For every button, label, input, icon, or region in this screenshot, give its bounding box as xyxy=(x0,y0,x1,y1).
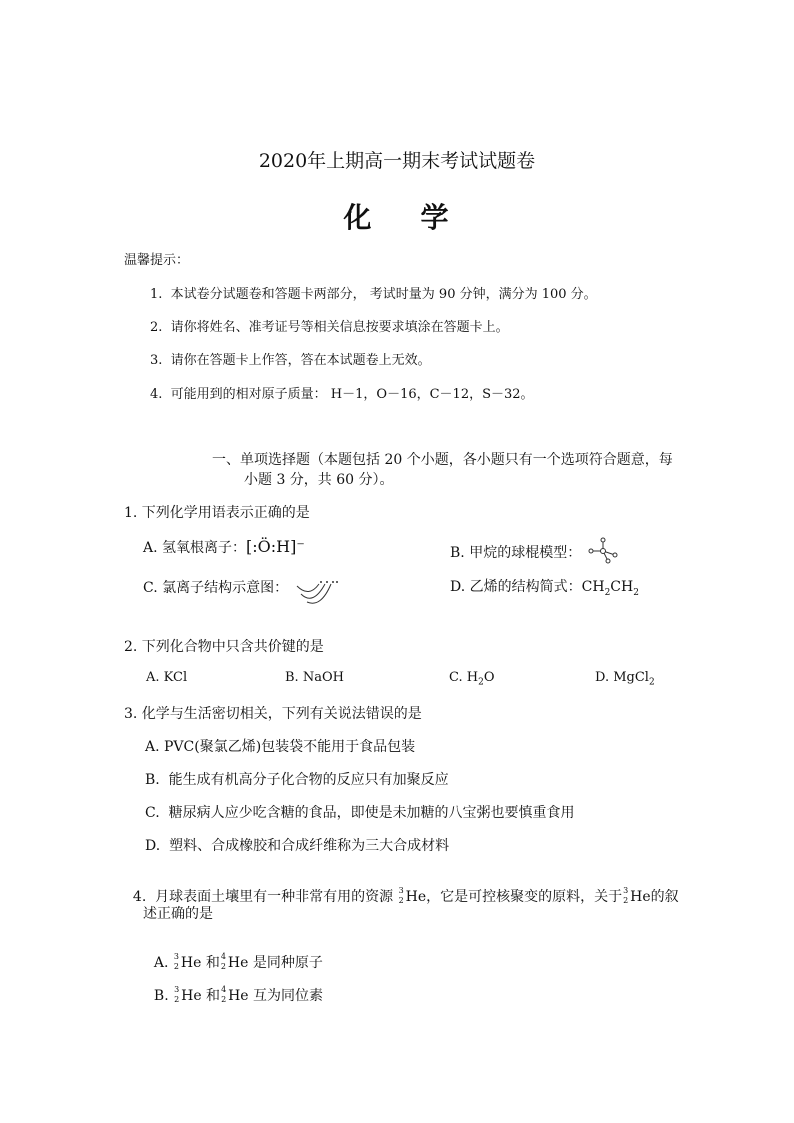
section-heading: 一、单项选择题（本题包括 20 个小题，各小题只有一个选项符合题意，每 xyxy=(212,452,673,468)
tip-item: 4. 可能用到的相对原子质量： H－1，O－16，C－12，S－32。 xyxy=(150,387,534,402)
q4-option-a: A. 3 2 He 和 4 2 He 是同种原子 xyxy=(153,952,323,971)
methane-ball-stick-icon xyxy=(586,537,620,565)
q2-option-c: C. $H_2O$ xyxy=(449,670,495,688)
q4-option-b: B. 3 2 He 和 4 2 He 互为同位素 xyxy=(153,985,324,1004)
tip-item: 3. 请你在答题卡上作答，答在本试题卷上无效。 xyxy=(150,353,431,368)
option-label: A. 氢氧根离子： xyxy=(143,540,247,556)
q1-option-d xyxy=(450,576,639,596)
isotope-he3: 3 2 xyxy=(174,985,180,1004)
question-stem: 1. 下列化学用语表示正确的是 xyxy=(124,505,310,521)
isotope-he4: 4 2 xyxy=(221,985,227,1004)
tip-item: 2. 请你将姓名、准考证号等相关信息按要求填涂在答题卡上。 xyxy=(150,320,509,335)
question-stem: 3. 化学与生活密切相关，下列有关说法错误的是 xyxy=(124,706,422,722)
ethylene-formula: $CH_2CH_2$ xyxy=(581,579,639,598)
q1-option-b xyxy=(450,537,620,565)
subject-title: 化 学 xyxy=(343,201,451,234)
q1-option-a xyxy=(143,537,305,557)
isotope-he3: 3 2 xyxy=(398,886,404,905)
q3-option-d: D. 塑料、合成橡胶和合成纤维称为三大合成材料 xyxy=(145,838,450,854)
question-stem: 2. 下列化合物中只含共价键的是 xyxy=(124,639,324,655)
q1-option-c xyxy=(143,576,339,606)
question-stem: 4. 月球表面土壤里有一种非常有用的资源 3 2 He，它是可控核聚变的原料，关于 3 2 He的叙 xyxy=(132,886,679,905)
isotope-he4: 4 2 xyxy=(220,952,226,971)
hydroxide-formula: [:Ö:H]⁻ xyxy=(246,537,305,556)
option-label: B. 甲烷的球棍模型： xyxy=(450,545,582,561)
q2-option-b: B. NaOH xyxy=(285,670,344,685)
q3-option-c: C. 糖尿病人应少吃含糖的食品，即使是未加糖的八宝粥也要慎重食用 xyxy=(145,805,575,821)
isotope-he3: 3 2 xyxy=(623,886,629,905)
chloride-ion-structure-icon xyxy=(293,576,339,606)
section-heading-cont: 小题 3 分，共 60 分）。 xyxy=(244,472,394,488)
isotope-he3: 3 2 xyxy=(173,952,180,971)
tip-item: 1. 本试卷分试题卷和答题卡两部分， 考试时量为 90 分钟，满分为 100 分。 xyxy=(150,287,597,302)
option-label: C. 氯离子结构示意图： xyxy=(143,580,289,596)
exam-title: 2020年上期高一期末考试试题卷 xyxy=(258,150,536,172)
q3-option-b: B. 能生成有机高分子化合物的反应只有加聚反应 xyxy=(145,772,449,788)
q2-option-d: D. MgCl$_2$ xyxy=(595,670,655,688)
question-stem-cont: 述正确的是 xyxy=(143,906,213,922)
q2-option-a: A. KCl xyxy=(146,670,188,685)
q3-option-a: A. PVC(聚氯乙烯)包装袋不能用于食品包装 xyxy=(145,739,416,755)
tips-heading: 温馨提示： xyxy=(124,253,190,268)
option-label: D. 乙烯的结构简式： xyxy=(450,579,582,595)
